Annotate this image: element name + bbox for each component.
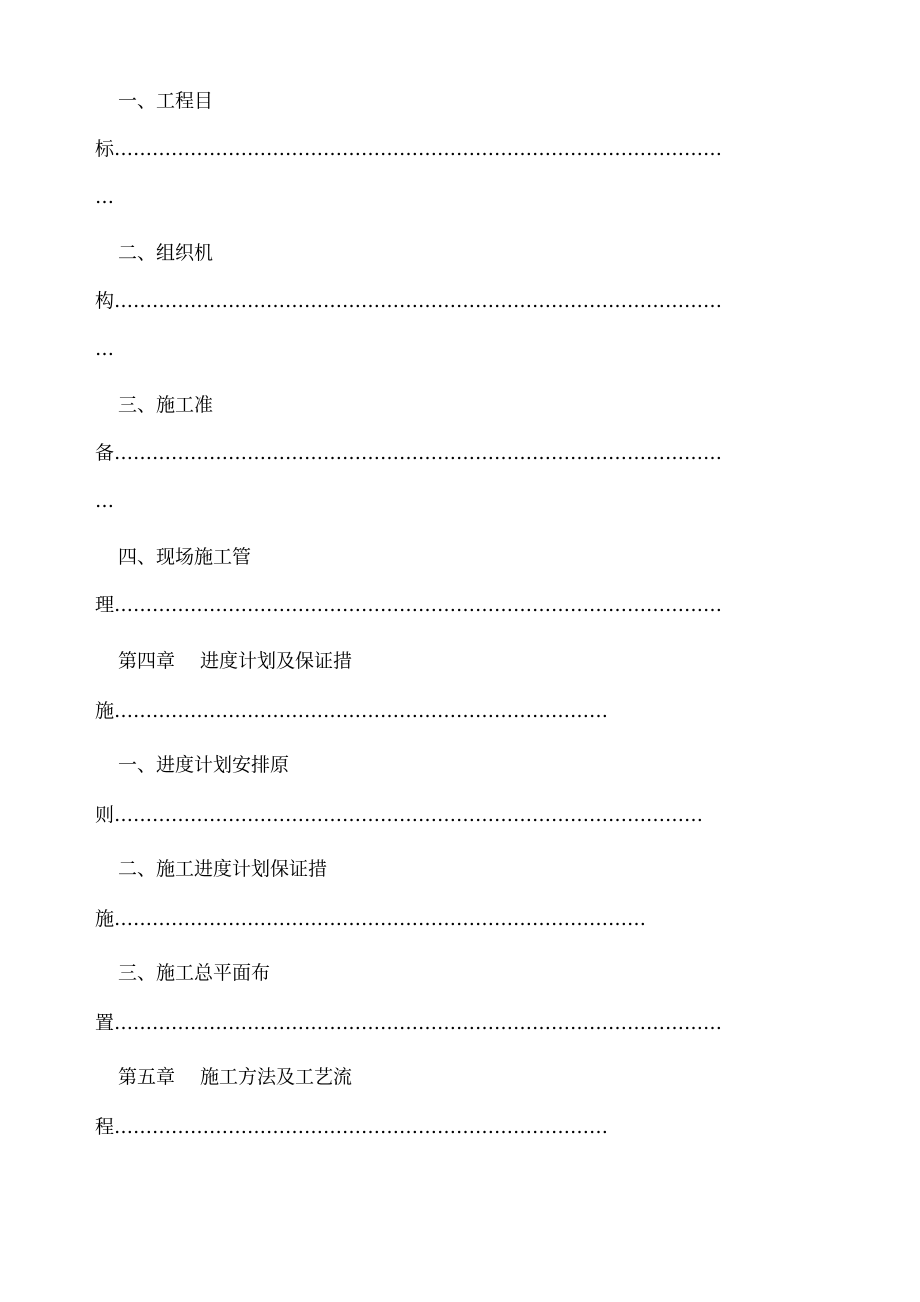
toc-entry-heading xyxy=(0,390,920,420)
toc-entry-title: 二、施工进度计划保证措 xyxy=(118,858,328,880)
toc-entry-leader-line xyxy=(0,134,920,164)
toc-entry-leader-line xyxy=(0,438,920,468)
toc-entry-title: 三、施工总平面布 xyxy=(118,962,271,984)
toc-entry-title: 一、工程目 xyxy=(118,90,214,112)
chapter-number: 第五章 xyxy=(118,1066,176,1088)
toc-entry-heading xyxy=(0,750,920,780)
toc-leader-dots: ………………………………………………………………………………… xyxy=(114,804,704,826)
toc-chapter-heading xyxy=(0,1062,920,1092)
toc-entry-leader-line xyxy=(0,1008,920,1038)
toc-entry-title: 三、施工准 xyxy=(118,394,214,416)
toc-entry-heading xyxy=(0,238,920,268)
toc-entry-title-tail: 施 xyxy=(95,700,115,722)
toc-leader-overflow xyxy=(0,334,920,364)
toc-entry-title-tail: 施 xyxy=(95,908,115,930)
chapter-title: 施工方法及工艺流 xyxy=(200,1066,353,1088)
toc-entry-title-tail: 标 xyxy=(95,138,115,160)
toc-entry-leader-line xyxy=(0,286,920,316)
toc-entry-heading xyxy=(0,542,920,572)
toc-leader-dots: …………………………………………………………………………………… xyxy=(114,138,723,160)
toc-entry-title: 一、进度计划安排原 xyxy=(118,754,290,776)
toc-entry-title: 二、组织机 xyxy=(118,242,214,264)
toc-entry-title: 四、现场施工管 xyxy=(118,546,252,568)
toc-leader-dots: …………………………………………………………………………………… xyxy=(114,290,723,312)
toc-leader-dots: …………………………………………………………………… xyxy=(114,1116,609,1138)
toc-entry-heading xyxy=(0,86,920,116)
toc-entry-leader-line xyxy=(0,696,920,726)
toc-entry-title-tail: 则 xyxy=(95,804,115,826)
toc-leader-overflow xyxy=(0,182,920,212)
toc-leader-dots: …………………………………………………………………… xyxy=(114,700,609,722)
toc-leader-dots-extra: … xyxy=(95,186,114,208)
chapter-number: 第四章 xyxy=(118,650,176,672)
toc-entry-title-tail: 备 xyxy=(95,442,115,464)
toc-entry-title-tail: 置 xyxy=(95,1012,115,1034)
toc-entry-title-tail: 构 xyxy=(95,290,115,312)
toc-leader-dots-extra: … xyxy=(95,338,114,360)
toc-entry-title-tail: 程 xyxy=(95,1116,115,1138)
toc-entry-heading xyxy=(0,958,920,988)
toc-chapter-heading xyxy=(0,646,920,676)
toc-entry-title-tail: 理 xyxy=(95,594,115,616)
toc-entry-leader-line xyxy=(0,904,920,934)
toc-leader-dots: …………………………………………………………………………………… xyxy=(114,442,723,464)
toc-entry-leader-line xyxy=(0,800,920,830)
toc-entry-heading xyxy=(0,854,920,884)
toc-leader-dots-extra: … xyxy=(95,490,114,512)
chapter-title: 进度计划及保证措 xyxy=(200,650,353,672)
toc-leader-dots: …………………………………………………………………………………… xyxy=(114,1012,723,1034)
toc-leader-dots: …………………………………………………………………………………… xyxy=(114,594,723,616)
toc-leader-overflow xyxy=(0,486,920,516)
toc-entry-leader-line xyxy=(0,1112,920,1142)
toc-entry-leader-line xyxy=(0,590,920,620)
toc-leader-dots: ………………………………………………………………………… xyxy=(114,908,647,930)
